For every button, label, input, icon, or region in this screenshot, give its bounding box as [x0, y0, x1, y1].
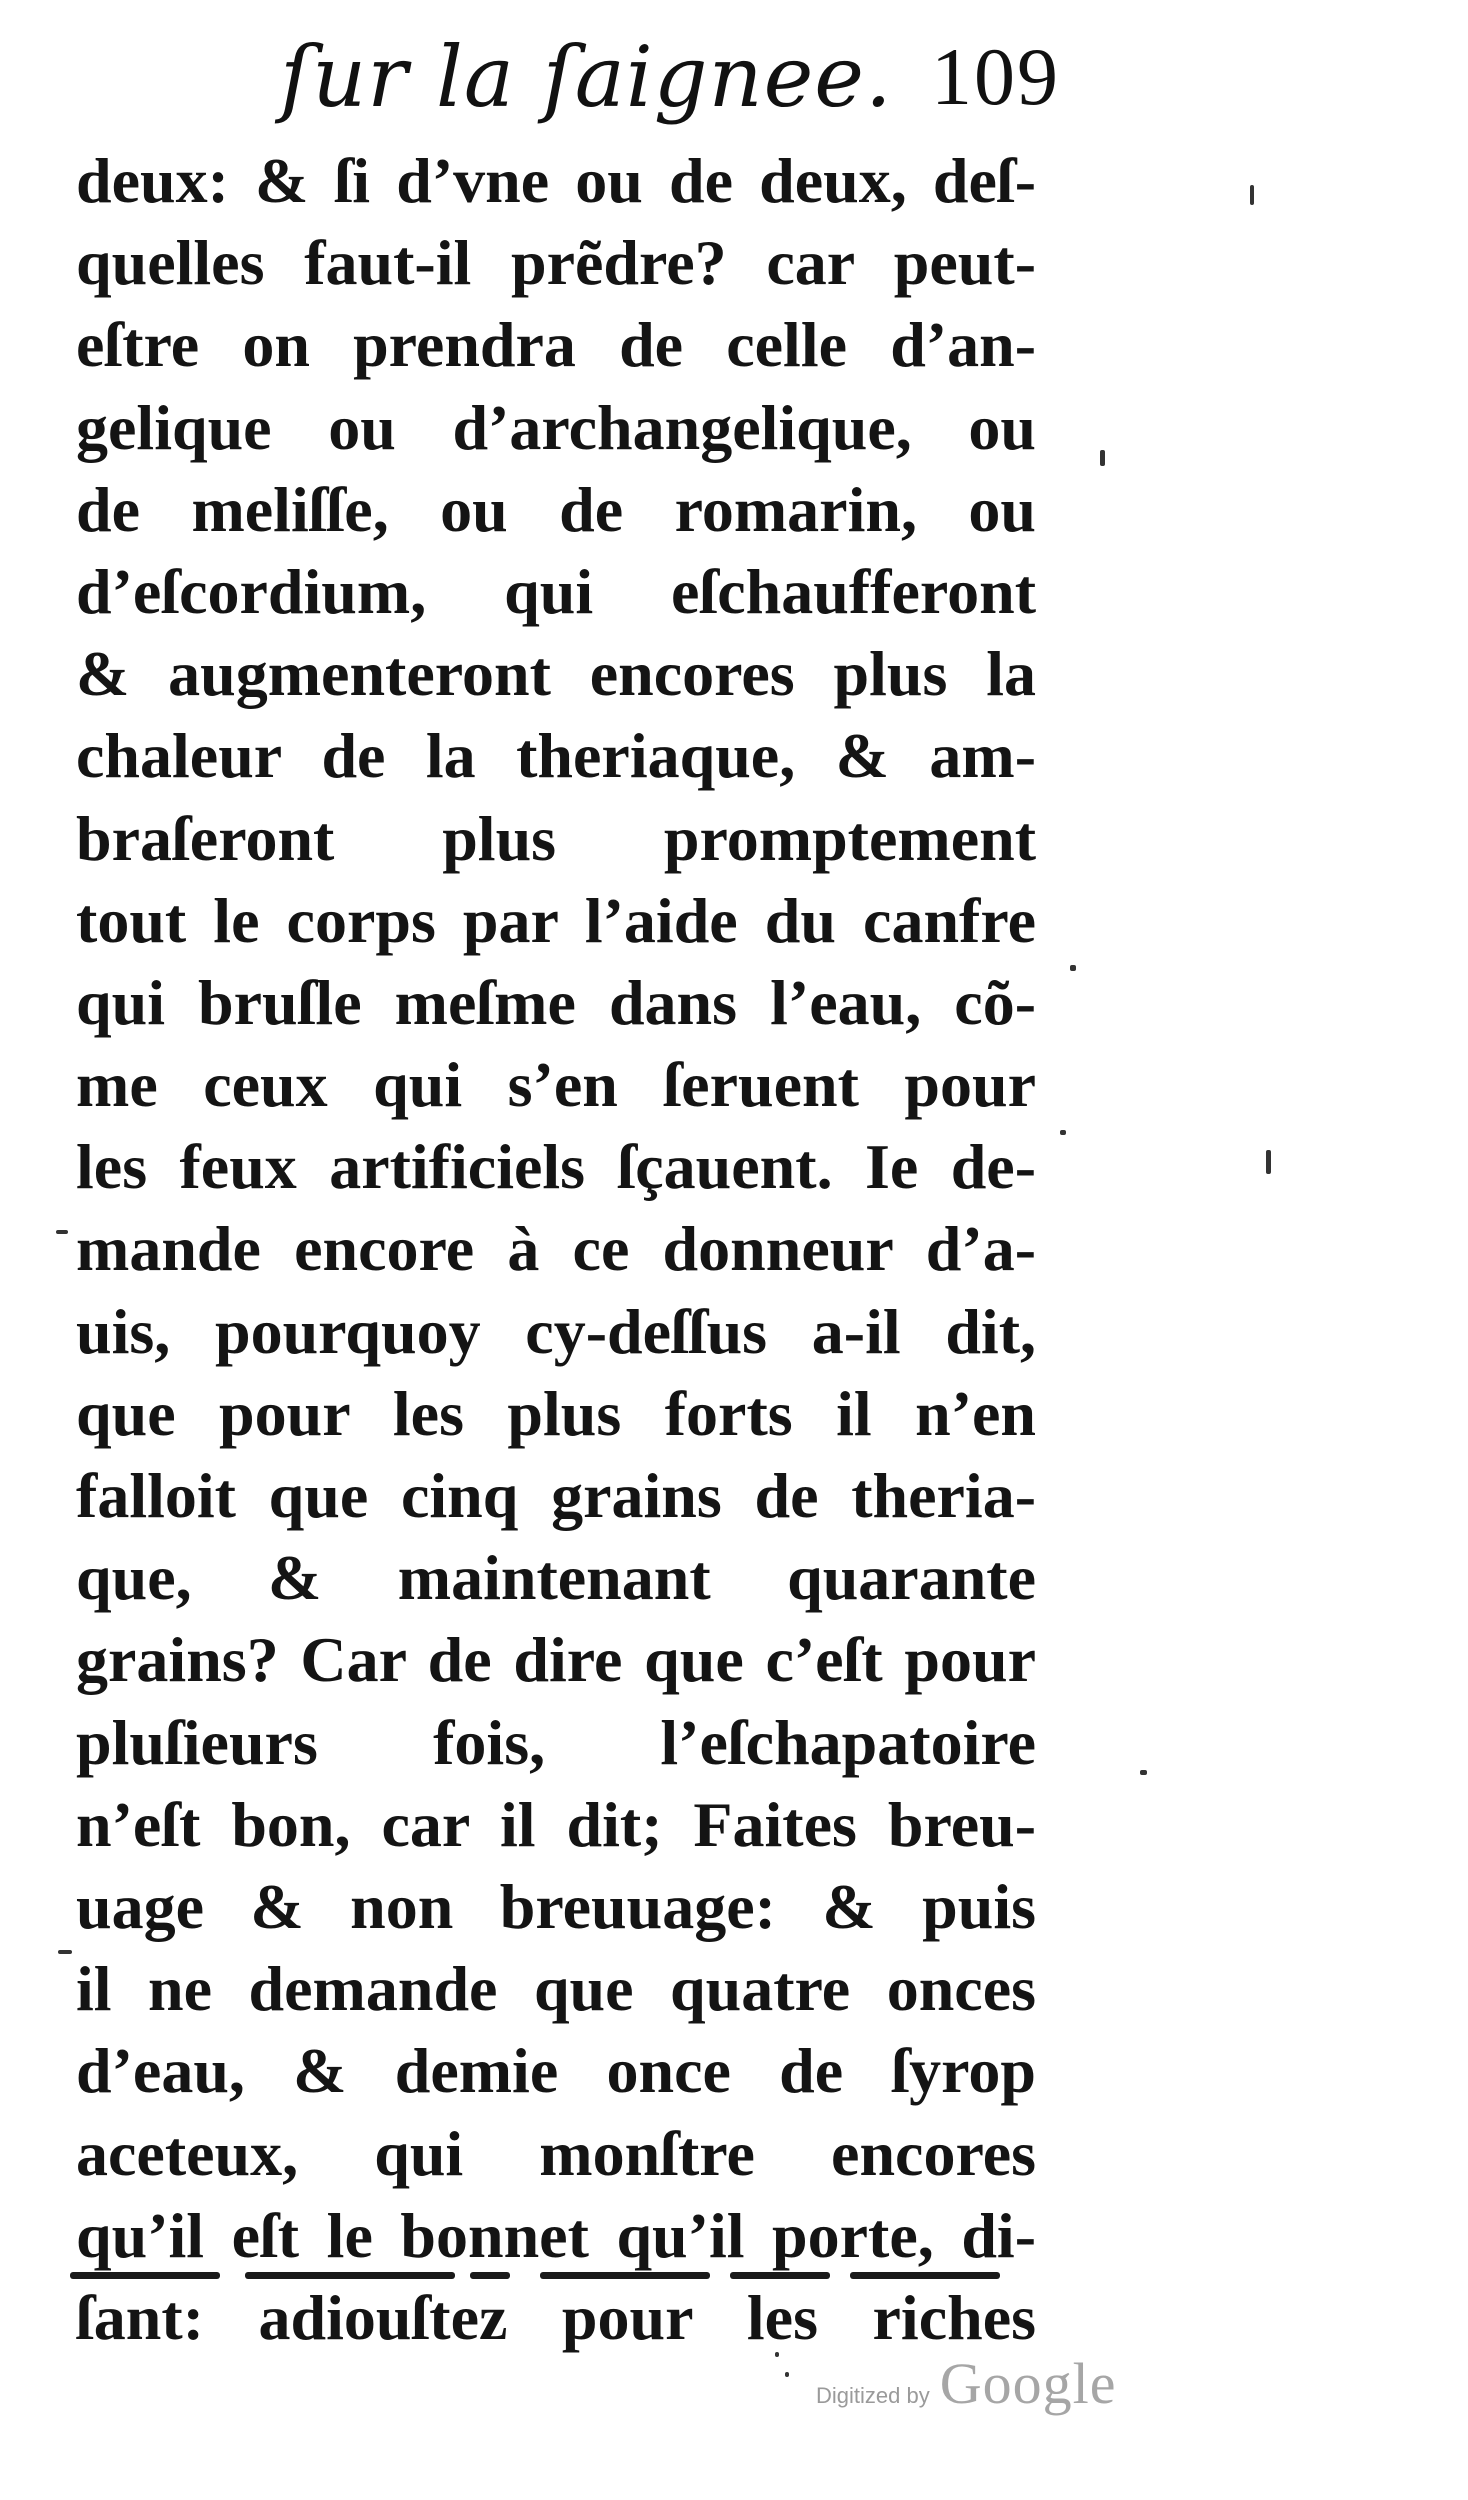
text-line: qu’il eſt le bonnet qu’il porte, di-: [76, 2199, 1036, 2271]
scan-speck: [1266, 1150, 1271, 1174]
catchword-underline: [70, 2266, 1000, 2286]
scan-speck: [56, 1230, 68, 1234]
text-line: gelique ou d’archangelique, ou: [76, 391, 1036, 463]
scan-speck: [58, 1950, 72, 1954]
text-line: falloit que cinq grains de theria-: [76, 1460, 1036, 1531]
underline-dash: [850, 2272, 1000, 2279]
text-line: braſeront plus promptement: [76, 802, 1036, 874]
text-line: il ne demande que quatre onces: [76, 1953, 1036, 2025]
text-line: mande encore à ce donneur d’a-: [76, 1213, 1036, 1285]
underline-dash: [70, 2272, 220, 2279]
text-line: ſant: adiouſtez pour les riches: [76, 2281, 1036, 2353]
scan-speck: [1060, 1130, 1066, 1135]
underline-dash: [730, 2272, 830, 2279]
underline-dash: [470, 2272, 510, 2279]
text-line: n’eſt bon, car il dit; Faites breu-: [76, 1788, 1036, 1860]
text-line: chaleur de la theriaque, & am-: [76, 720, 1036, 792]
text-line: pluſieurs fois, l’eſchapatoire: [76, 1706, 1036, 1778]
running-head: [280, 22, 1060, 132]
underline-dash: [540, 2272, 710, 2279]
text-line: tout le corps par l’aide du canfre: [76, 884, 1036, 956]
text-line: uage & non breuuage: & puis: [76, 1870, 1036, 1942]
text-line: que pour les plus forts il n’en: [76, 1377, 1036, 1449]
scan-speck: [1250, 185, 1254, 205]
text-line: uis, pourquoy cy-deſſus a-il dit,: [76, 1295, 1036, 1367]
body-text: [76, 140, 1036, 2359]
watermark-prefix: Digitized by: [816, 2383, 930, 2408]
text-line: deux: & ſi d’vne ou de deux, deſ-: [76, 145, 1036, 216]
digitized-watermark: [816, 2350, 1116, 2417]
running-title: ſur la ſaignee.: [280, 28, 893, 126]
underline-dash: [245, 2272, 455, 2279]
scan-speck: [1100, 450, 1105, 466]
text-line: aceteux, qui monſtre encores: [76, 2117, 1036, 2189]
text-line: de meliſſe, ou de romarin, ou: [76, 473, 1036, 545]
text-line: grains? Car de dire que c’eſt pour: [76, 1624, 1036, 1696]
scan-speck: [785, 2372, 789, 2377]
text-line: & augmenteront encores plus la: [76, 638, 1036, 710]
text-line: d’eſcordium, qui eſchaufferont: [76, 555, 1036, 627]
text-line: d’eau, & demie once de ſyrop: [76, 2035, 1036, 2107]
text-line: que, & maintenant quarante: [76, 1542, 1036, 1614]
google-logo: Google: [939, 2351, 1117, 2416]
scan-speck: [1140, 1770, 1147, 1775]
text-line: qui bruſle meſme dans l’eau, cõ-: [76, 966, 1036, 1038]
text-line: quelles faut-il prẽdre? car peut-: [76, 227, 1036, 299]
text-line: les feux artificiels ſçauent. Ie de-: [76, 1131, 1036, 1203]
scan-speck: [1070, 965, 1076, 971]
text-line: me ceux qui s’en ſeruent pour: [76, 1049, 1036, 1121]
text-line: eſtre on prendra de celle d’an-: [76, 309, 1036, 381]
page-number: 109: [931, 31, 1060, 122]
